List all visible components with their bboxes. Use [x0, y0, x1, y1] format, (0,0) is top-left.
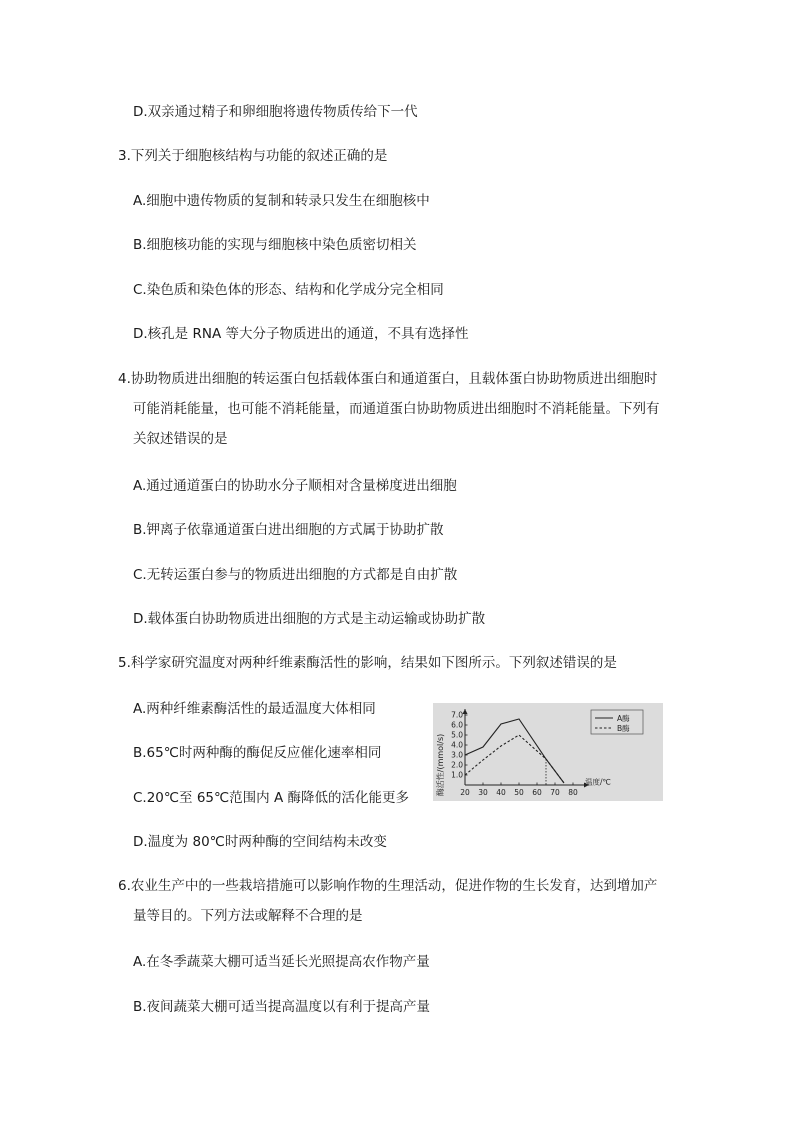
- line-14: A.两种纤维素酶活性的最适温度大体相同: [133, 701, 376, 717]
- y-tick-label: 1.0: [451, 770, 463, 780]
- enzyme-activity-chart: [433, 703, 663, 801]
- x-tick-label: 60: [532, 788, 542, 797]
- legend-label: B酶: [617, 724, 630, 733]
- y-tick-label: 5.0: [451, 730, 463, 740]
- y-tick-label: 4.0: [451, 740, 463, 750]
- chart-svg: [433, 703, 663, 801]
- series-line-b: [465, 735, 564, 783]
- line-11: C.无转运蛋白参与的物质进出细胞的方式都是自由扩散: [133, 567, 458, 583]
- line-21: B.夜间蔬菜大棚可适当提高温度以有利于提高产量: [133, 999, 431, 1015]
- line-16: C.20℃至 65℃范围内 A 酶降低的活化能更多: [133, 790, 410, 806]
- x-tick-label: 50: [514, 788, 524, 797]
- line-9: A.通过通道蛋白的协助水分子顺相对含量梯度进出细胞: [133, 478, 457, 494]
- line-6: 4.协助物质进出细胞的转运蛋白包括载体蛋白和通道蛋白，且载体蛋白协助物质进出细胞时: [118, 371, 658, 387]
- line-1: 3.下列关于细胞核结构与功能的叙述正确的是: [118, 148, 388, 164]
- x-tick-label: 20: [460, 788, 470, 797]
- line-13: 5.科学家研究温度对两种纤维素酶活性的影响，结果如下图所示。下列叙述错误的是: [118, 655, 617, 671]
- line-8: 关叙述错误的是: [133, 431, 228, 447]
- line-12: D.载体蛋白协助物质进出细胞的方式是主动运输或协助扩散: [133, 611, 486, 627]
- line-17: D.温度为 80℃时两种酶的空间结构未改变: [133, 834, 387, 850]
- line-20: A.在冬季蔬菜大棚可适当延长光照提高农作物产量: [133, 954, 430, 970]
- x-tick-label: 80: [568, 788, 578, 797]
- line-0: D.双亲通过精子和卵细胞将遗传物质传给下一代: [133, 104, 418, 120]
- line-5: D.核孔是 RNA 等大分子物质进出的通道，不具有选择性: [133, 326, 469, 342]
- series-line-a: [465, 719, 564, 783]
- x-tick-label: 70: [550, 788, 560, 797]
- legend-label: A酶: [617, 714, 630, 723]
- y-tick-label: 2.0: [451, 760, 463, 770]
- y-tick-label: 7.0: [451, 710, 463, 720]
- line-3: B.细胞核功能的实现与细胞核中染色质密切相关: [133, 237, 417, 253]
- line-10: B.钾离子依靠通道蛋白进出细胞的方式属于协助扩散: [133, 522, 444, 538]
- x-tick-label: 30: [478, 788, 488, 797]
- line-7: 可能消耗能量，也可能不消耗能量，而通道蛋白协助物质进出细胞时不消耗能量。下列有: [133, 401, 660, 417]
- y-axis-arrow: [463, 709, 468, 714]
- y-axis-label: 酶活性/(mmol/s): [436, 733, 445, 797]
- y-tick-label: 6.0: [451, 720, 463, 730]
- line-15: B.65℃时两种酶的酶促反应催化速率相同: [133, 745, 382, 761]
- line-18: 6.农业生产中的一些栽培措施可以影响作物的生理活动，促进作物的生长发育，达到增加产: [118, 878, 658, 894]
- x-tick-label: 40: [496, 788, 506, 797]
- line-19: 量等目的。下列方法或解释不合理的是: [133, 908, 363, 924]
- line-4: C.染色质和染色体的形态、结构和化学成分完全相同: [133, 282, 444, 298]
- y-tick-label: 3.0: [451, 750, 463, 760]
- x-axis-label: 温度/℃: [585, 777, 611, 787]
- line-2: A.细胞中遗传物质的复制和转录只发生在细胞核中: [133, 193, 430, 209]
